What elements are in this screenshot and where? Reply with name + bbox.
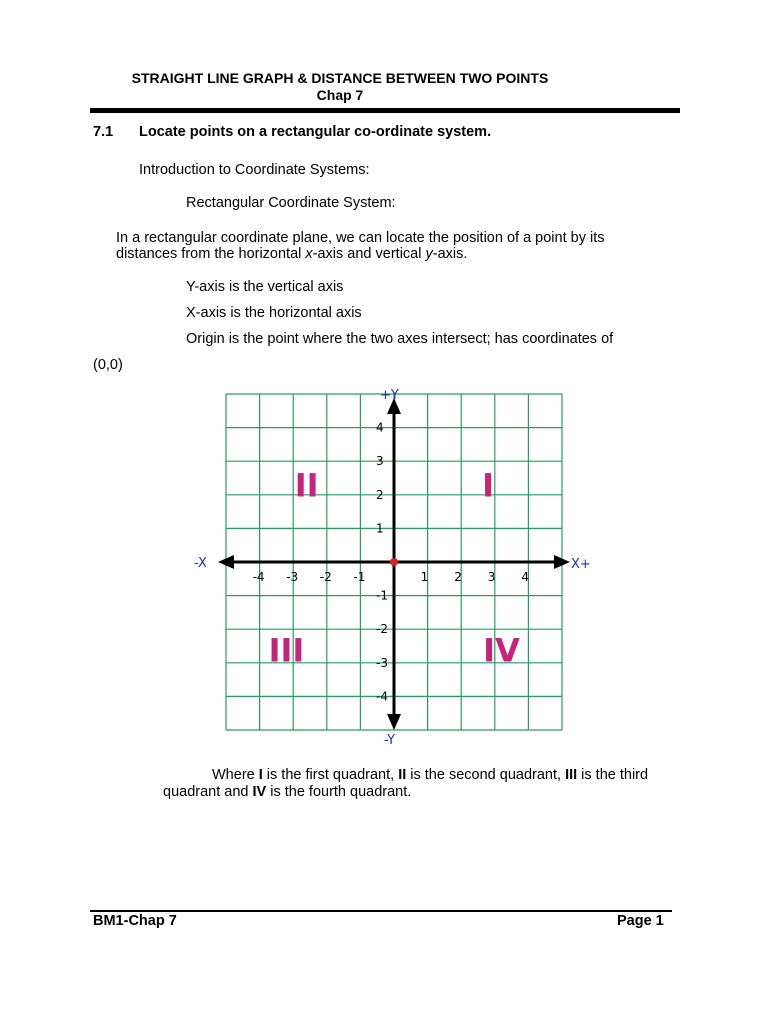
- footer-rule: [90, 910, 672, 912]
- y-tick-label: 2: [376, 487, 384, 502]
- caption-line-1: [212, 767, 648, 784]
- intro-text: Introduction to Coordinate Systems:: [139, 162, 370, 178]
- y-negative-label: -Y: [384, 733, 396, 748]
- paragraph-line-2: [116, 246, 467, 263]
- coordinate-plane-figure: [190, 382, 600, 752]
- y-variable: y: [425, 246, 433, 262]
- caption-quadrant-2: II: [398, 767, 407, 783]
- origin-coordinates: (0,0): [93, 357, 123, 373]
- paragraph-text: distances from the horizontal: [116, 246, 306, 262]
- caption-text: is the first quadrant,: [262, 767, 399, 783]
- page-title: STRAIGHT LINE GRAPH & DISTANCE BETWEEN TWO POINTS: [131, 70, 549, 86]
- section-title: Locate points on a rectangular co-ordinate system.: [139, 124, 492, 140]
- x-tick-label: -2: [319, 570, 332, 584]
- caption-text: quadrant and: [163, 784, 253, 800]
- y-positive-label: +Y: [380, 388, 399, 403]
- y-tick-label: 3: [376, 454, 384, 469]
- x-tick-label: -4: [252, 570, 265, 584]
- caption-text: is the fourth quadrant.: [266, 784, 412, 800]
- quadrant-label: I: [482, 466, 495, 505]
- footer-left: BM1-Chap 7: [93, 913, 177, 929]
- y-tick-label: -4: [376, 689, 388, 704]
- x-variable: x: [305, 246, 313, 262]
- origin-definition: Origin is the point where the two axes intersect; has coordinates of: [186, 331, 614, 347]
- y-tick-label: -3: [376, 655, 388, 670]
- paragraph-text: -axis.: [432, 246, 468, 262]
- yaxis-definition: Y-axis is the vertical axis: [186, 279, 344, 295]
- y-axis-arrow-down: [387, 714, 401, 730]
- x-tick-label: 1: [420, 570, 429, 584]
- y-tick-label: -2: [376, 622, 388, 637]
- origin-point: [390, 558, 398, 566]
- caption-text: Where: [212, 767, 259, 783]
- quadrant-label: IV: [483, 631, 520, 670]
- coordinate-plane: [190, 382, 600, 752]
- chapter-label: Chap 7: [316, 87, 364, 103]
- x-tick-label: 2: [454, 570, 462, 584]
- x-positive-label: X+: [571, 557, 591, 572]
- xaxis-definition: X-axis is the horizontal axis: [186, 305, 362, 321]
- subheading-text: Rectangular Coordinate System:: [186, 195, 396, 211]
- y-tick-label: 1: [376, 521, 384, 536]
- caption-line-2: [163, 784, 411, 801]
- caption-quadrant-4: IV: [252, 784, 267, 800]
- x-tick-label: -3: [286, 570, 299, 584]
- y-tick-label: -1: [376, 588, 388, 603]
- caption-text: is the second quadrant,: [406, 767, 566, 783]
- footer-page-number: Page 1: [617, 913, 664, 929]
- x-negative-label: -X: [194, 556, 207, 571]
- caption-quadrant-3: III: [565, 767, 578, 783]
- x-tick-label: -1: [353, 570, 366, 584]
- section-number: 7.1: [93, 124, 114, 140]
- y-tick-label: 4: [376, 420, 384, 435]
- header-rule: [90, 108, 680, 113]
- x-tick-label: 3: [487, 570, 496, 584]
- paragraph-text: -axis and vertical: [312, 246, 426, 262]
- caption-text: is the third: [577, 767, 649, 783]
- caption-quadrant-1: I: [258, 767, 263, 783]
- quadrant-label: II: [294, 466, 319, 505]
- quadrant-label: III: [268, 631, 305, 670]
- x-tick-label: 4: [521, 570, 530, 584]
- paragraph-line-1: In a rectangular coordinate plane, we can locate the position of a point by its: [116, 230, 605, 246]
